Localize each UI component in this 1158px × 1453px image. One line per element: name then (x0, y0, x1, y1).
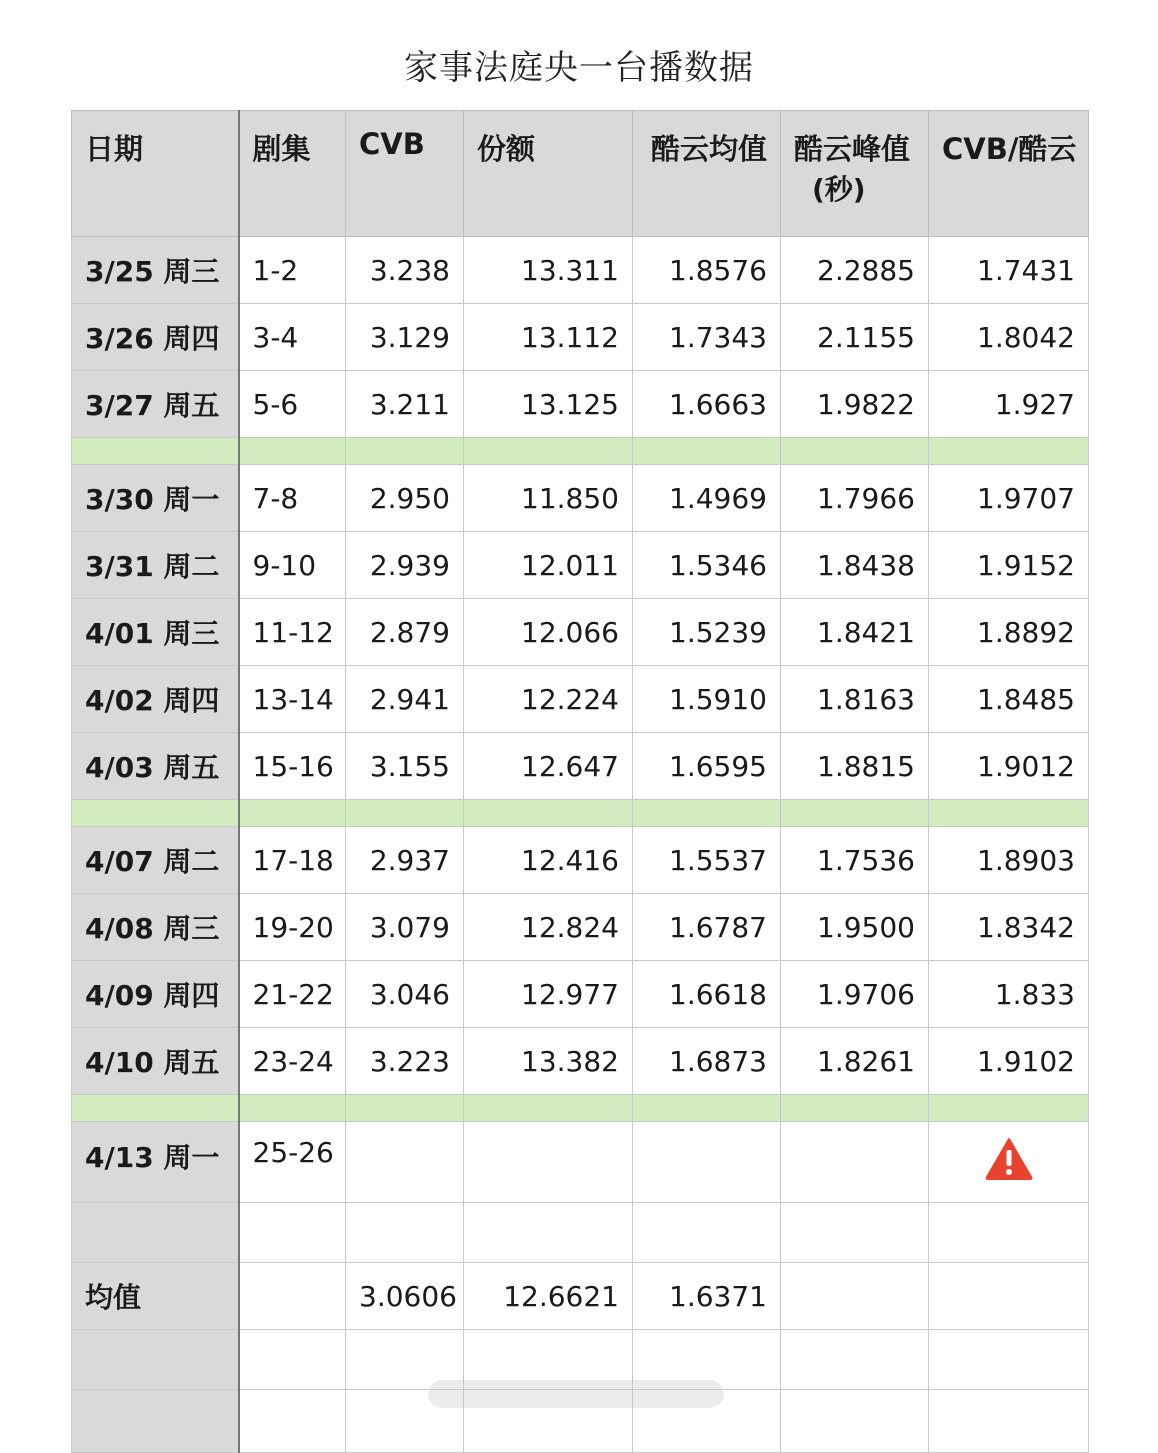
row-episodes: 9-10 (239, 532, 346, 599)
table-row (72, 827, 1089, 894)
row-kuyun-peak: 1.7536 (781, 827, 929, 894)
row-kuyun-avg: 1.5346 (633, 532, 781, 599)
average-label: 均值 (72, 1263, 239, 1330)
row-date: 3/31 周二 (72, 532, 239, 599)
row-date: 4/02 周四 (72, 666, 239, 733)
row-cvb: 3.129 (346, 304, 464, 371)
row-kuyun-avg: 1.6787 (633, 894, 781, 961)
row-kuyun-peak: 1.7966 (781, 465, 929, 532)
average-kuyun-avg: 1.6371 (633, 1263, 781, 1330)
row-share: 12.011 (464, 532, 633, 599)
row-kuyun-avg: 1.5239 (633, 599, 781, 666)
table-row (72, 304, 1089, 371)
row-cvb: 2.879 (346, 599, 464, 666)
row-cvb-kuyun: 1.9012 (929, 733, 1089, 800)
row-episodes: 23-24 (239, 1028, 346, 1095)
row-date: 4/03 周五 (72, 733, 239, 800)
row-cvb: 3.155 (346, 733, 464, 800)
row-date: 3/30 周一 (72, 465, 239, 532)
row-share: 12.224 (464, 666, 633, 733)
table-row (72, 599, 1089, 666)
table-row (72, 666, 1089, 733)
pending-row-date: 4/13 周一 (72, 1122, 239, 1203)
row-kuyun-peak: 1.9706 (781, 961, 929, 1028)
row-cvb: 2.939 (346, 532, 464, 599)
row-episodes: 11-12 (239, 599, 346, 666)
row-date: 3/26 周四 (72, 304, 239, 371)
row-cvb: 3.238 (346, 237, 464, 304)
header-kuyun-avg: 酷云均值 (633, 111, 781, 237)
row-share: 12.647 (464, 733, 633, 800)
row-share: 12.977 (464, 961, 633, 1028)
table-row (72, 961, 1089, 1028)
header-cvb: CVB (346, 111, 464, 237)
row-share: 13.311 (464, 237, 633, 304)
row-kuyun-peak: 1.8421 (781, 599, 929, 666)
row-kuyun-avg: 1.4969 (633, 465, 781, 532)
row-cvb-kuyun: 1.8042 (929, 304, 1089, 371)
row-cvb-kuyun: 1.8903 (929, 827, 1089, 894)
table-row (72, 894, 1089, 961)
row-cvb: 3.079 (346, 894, 464, 961)
row-cvb-kuyun: 1.8892 (929, 599, 1089, 666)
row-cvb: 3.223 (346, 1028, 464, 1095)
row-cvb: 3.211 (346, 371, 464, 438)
header-share: 份额 (464, 111, 633, 237)
row-share: 13.112 (464, 304, 633, 371)
row-kuyun-peak: 1.8438 (781, 532, 929, 599)
blank-row (72, 1203, 1089, 1263)
row-cvb-kuyun: 1.833 (929, 961, 1089, 1028)
row-cvb-kuyun: 1.9707 (929, 465, 1089, 532)
row-cvb-kuyun: 1.9102 (929, 1028, 1089, 1095)
row-date: 4/07 周二 (72, 827, 239, 894)
row-cvb-kuyun: 1.8342 (929, 894, 1089, 961)
row-cvb: 2.941 (346, 666, 464, 733)
row-episodes: 19-20 (239, 894, 346, 961)
row-share: 12.066 (464, 599, 633, 666)
row-kuyun-peak: 1.8163 (781, 666, 929, 733)
header-row (72, 111, 1089, 237)
row-kuyun-avg: 1.5910 (633, 666, 781, 733)
watermark-blur (428, 1380, 724, 1408)
row-cvb: 2.937 (346, 827, 464, 894)
row-cvb-kuyun: 1.927 (929, 371, 1089, 438)
header-cvb-kuyun: CVB/酷云 (929, 111, 1089, 237)
page-title: 家事法庭央一台播数据 (404, 48, 754, 88)
row-kuyun-avg: 1.5537 (633, 827, 781, 894)
row-cvb-kuyun: 1.7431 (929, 237, 1089, 304)
row-episodes: 13-14 (239, 666, 346, 733)
week-separator (72, 438, 1089, 465)
pending-row (72, 1122, 1089, 1203)
row-episodes: 7-8 (239, 465, 346, 532)
row-kuyun-avg: 1.6873 (633, 1028, 781, 1095)
data-table (71, 110, 1089, 1453)
row-kuyun-avg: 1.7343 (633, 304, 781, 371)
row-episodes: 15-16 (239, 733, 346, 800)
header-kuyun-peak-unit: (秒) (812, 173, 866, 206)
week-separator (72, 800, 1089, 827)
row-share: 11.850 (464, 465, 633, 532)
row-kuyun-avg: 1.6595 (633, 733, 781, 800)
table-row (72, 733, 1089, 800)
row-episodes: 1-2 (239, 237, 346, 304)
row-date: 3/25 周三 (72, 237, 239, 304)
row-episodes: 5-6 (239, 371, 346, 438)
header-kuyun-peak-label: 酷云峰值 (794, 132, 911, 166)
row-date: 4/01 周三 (72, 599, 239, 666)
row-episodes: 21-22 (239, 961, 346, 1028)
average-row (72, 1263, 1089, 1330)
row-cvb-kuyun: 1.9152 (929, 532, 1089, 599)
row-kuyun-peak: 1.8815 (781, 733, 929, 800)
average-share: 12.6621 (464, 1263, 633, 1330)
row-cvb: 2.950 (346, 465, 464, 532)
week-separator (72, 1095, 1089, 1122)
row-date: 4/08 周三 (72, 894, 239, 961)
row-share: 12.416 (464, 827, 633, 894)
row-date: 4/10 周五 (72, 1028, 239, 1095)
row-kuyun-peak: 1.9822 (781, 371, 929, 438)
table-row (72, 237, 1089, 304)
row-kuyun-peak: 1.8261 (781, 1028, 929, 1095)
row-share: 12.824 (464, 894, 633, 961)
header-date: 日期 (72, 111, 239, 237)
table-row (72, 532, 1089, 599)
table-row (72, 1028, 1089, 1095)
row-kuyun-avg: 1.6618 (633, 961, 781, 1028)
row-cvb-kuyun: 1.8485 (929, 666, 1089, 733)
table-row (72, 465, 1089, 532)
average-cvb: 3.0606 (346, 1263, 464, 1330)
row-kuyun-peak: 2.2885 (781, 237, 929, 304)
pending-row-status (929, 1122, 1089, 1203)
row-cvb: 3.046 (346, 961, 464, 1028)
pending-row-episodes: 25-26 (239, 1122, 346, 1203)
row-date: 3/27 周五 (72, 371, 239, 438)
row-kuyun-peak: 1.9500 (781, 894, 929, 961)
row-kuyun-avg: 1.8576 (633, 237, 781, 304)
row-kuyun-peak: 2.1155 (781, 304, 929, 371)
row-episodes: 3-4 (239, 304, 346, 371)
header-kuyun-peak (781, 111, 929, 237)
row-kuyun-avg: 1.6663 (633, 371, 781, 438)
table-row (72, 371, 1089, 438)
row-date: 4/09 周四 (72, 961, 239, 1028)
row-episodes: 17-18 (239, 827, 346, 894)
row-share: 13.382 (464, 1028, 633, 1095)
warning-icon (984, 1136, 1034, 1180)
row-share: 13.125 (464, 371, 633, 438)
header-episodes: 剧集 (239, 111, 346, 237)
